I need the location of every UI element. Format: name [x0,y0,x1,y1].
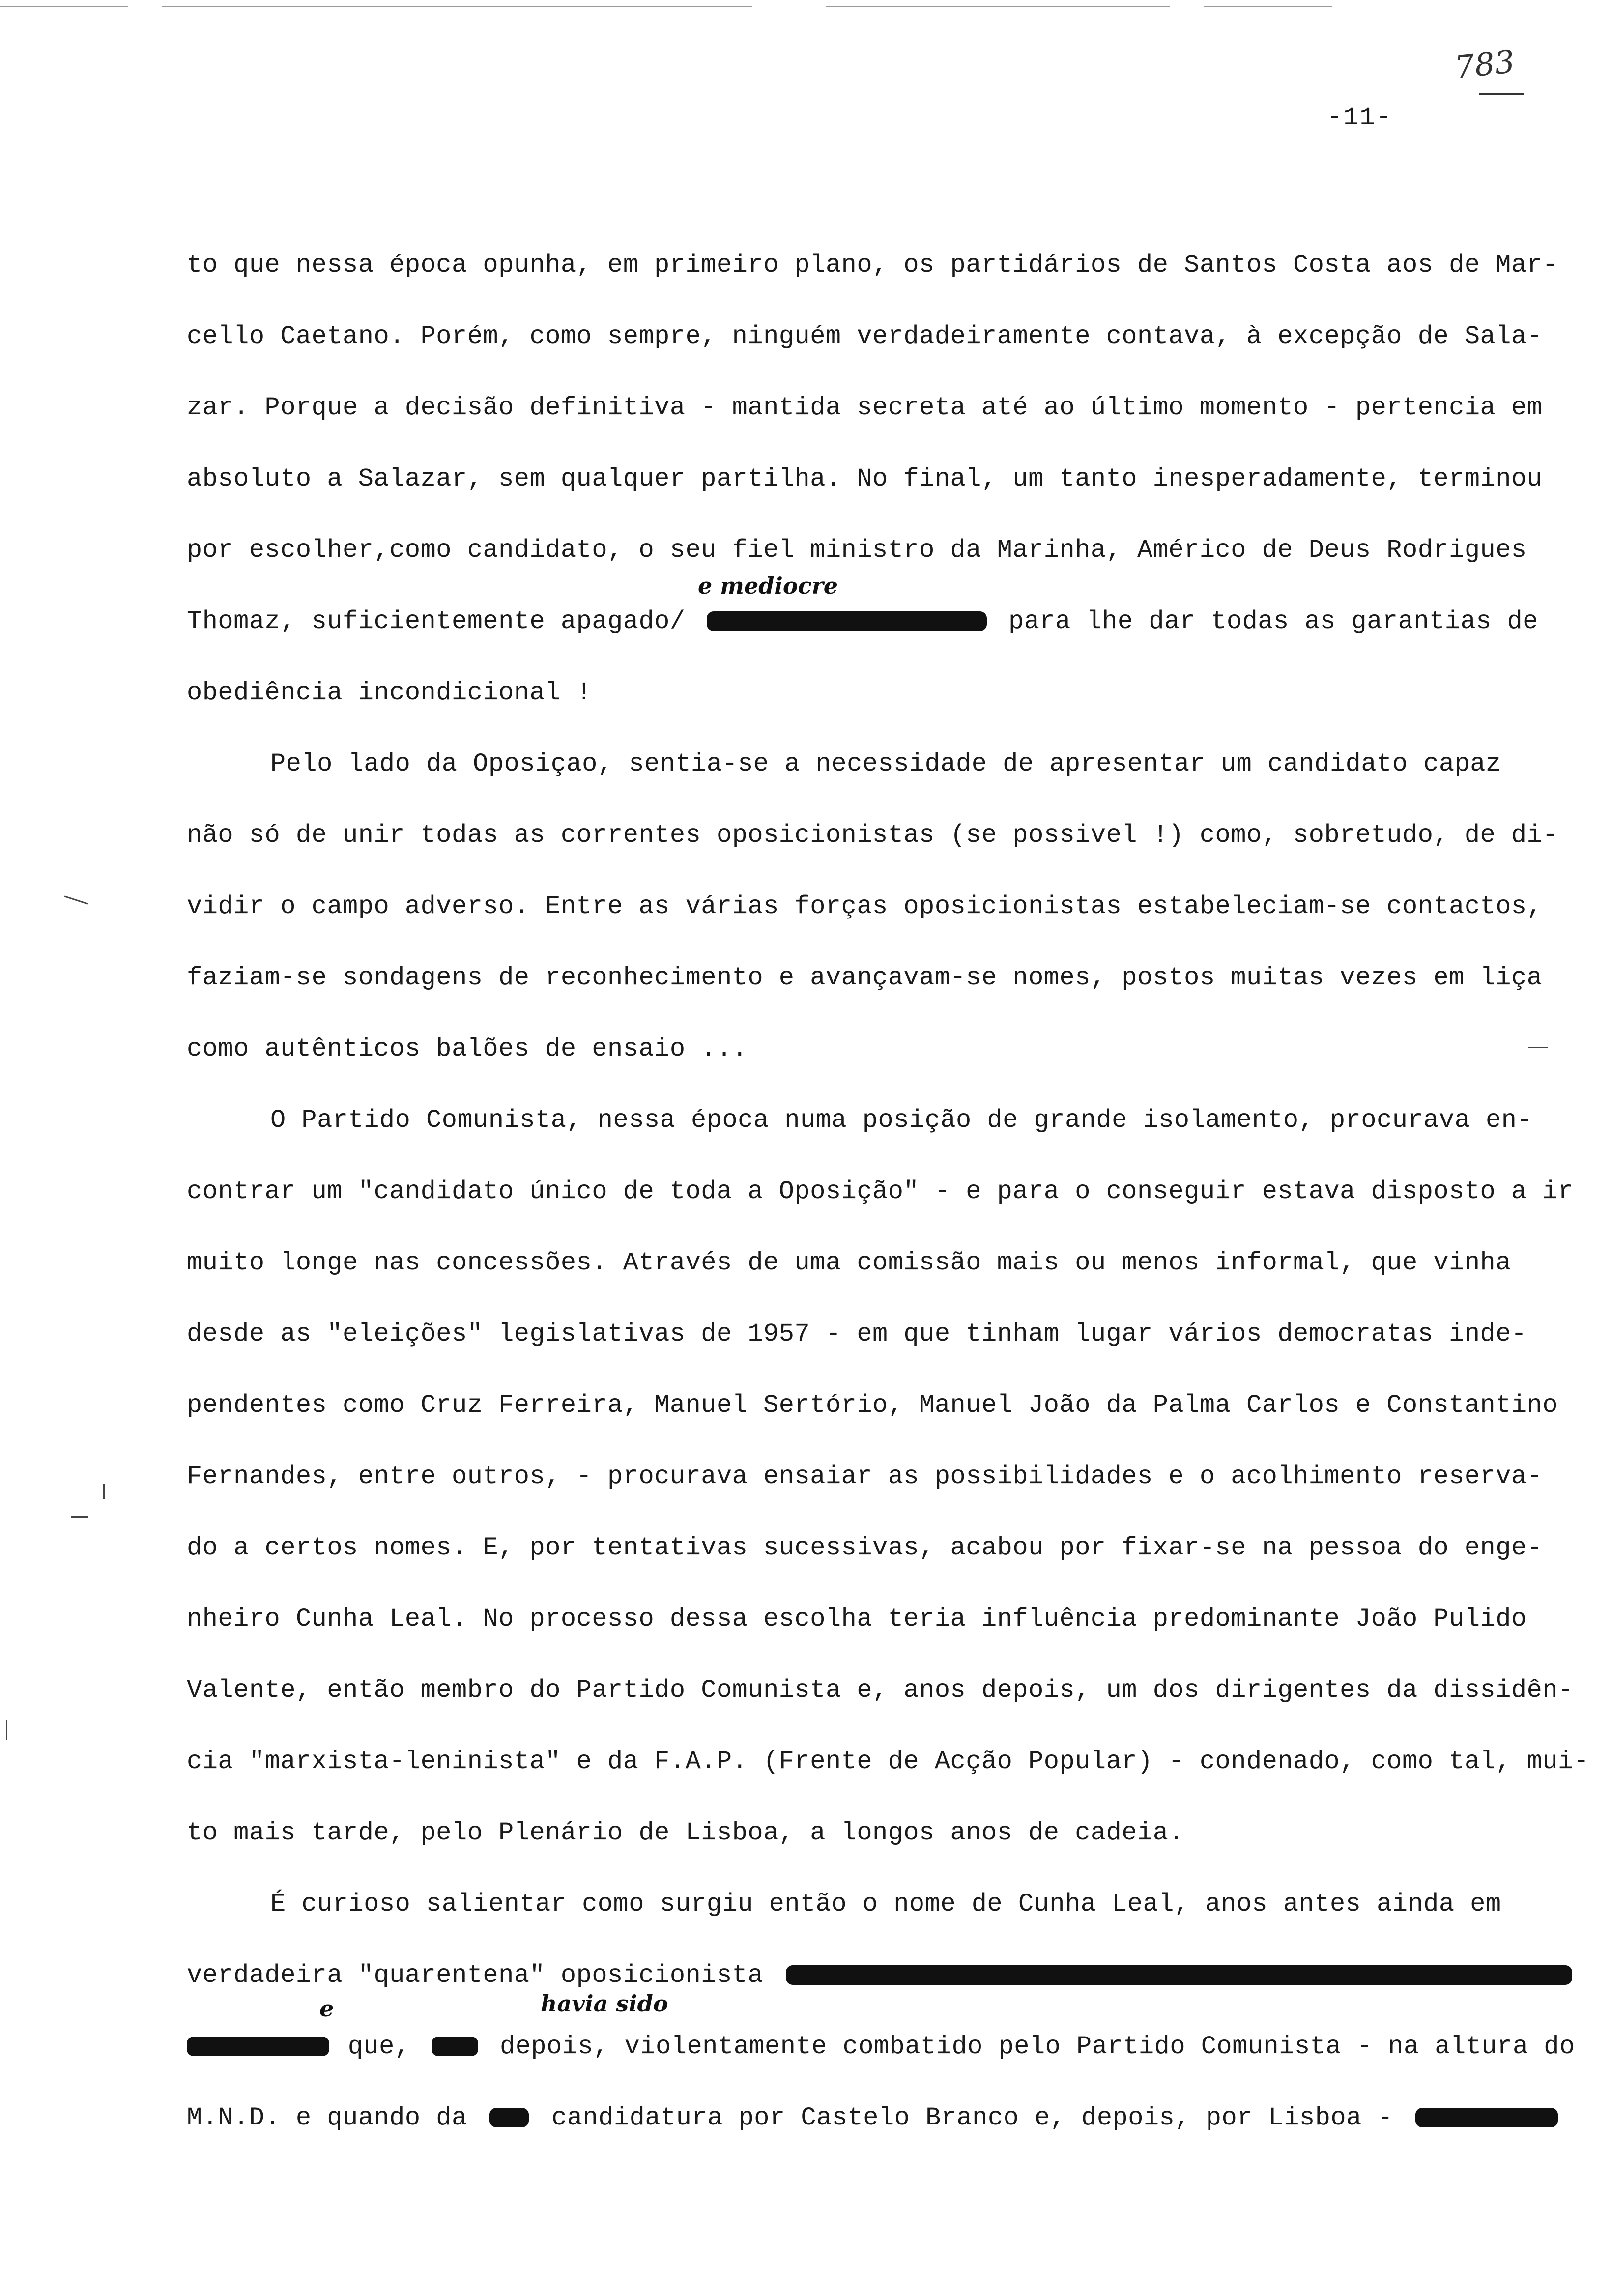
text-line: não só de unir todas as correntes oposicionistas (se possivel !) como, sobretudo, de di- [187,821,1558,850]
text-segment: verdadeira "quarentena" oposicionista [187,1961,764,1990]
text-line: obediência incondicional ! [187,678,592,707]
margin-mark [103,1484,105,1499]
text-line: Valente, então membro do Partido Comunista e, anos depois, um dos dirigentes da dissidên- [187,1676,1574,1705]
redaction-bar [432,2037,478,2056]
text-line: zar. Porque a decisão definitiva - mantida secreta até ao último momento - pertencia em [187,393,1543,422]
text-line: cia "marxista-leninista" e da F.A.P. (Frente de Acção Popular) - condenado, como tal, mui- [187,1747,1589,1776]
paragraph-start-line: O Partido Comunista, nessa época numa posição de grande isolamento, procurava en- [270,1106,1533,1135]
margin-mark [71,1516,88,1518]
text-line-with-redaction [187,607,1538,636]
handwritten-insertion: e mediocre [698,573,838,599]
text-line: muito longe nas concessões. Através de uma comissão mais ou menos informal, que vinha [187,1248,1511,1277]
text-segment: que, [347,2032,410,2061]
text-line: to que nessa época opunha, em primeiro plano, os partidários de Santos Costa aos de Mar- [187,251,1558,280]
text-line-with-redaction [187,2103,1558,2132]
margin-mark [1528,1047,1548,1048]
text-line: cello Caetano. Porém, como sempre, ninguém verdadeiramente contava, à excepção de Sala- [187,322,1543,351]
scan-edge-rule [162,6,752,7]
text-segment: violentamente combatido pelo Partido Comunista - na altura do [624,2032,1575,2061]
margin-mark [64,895,88,904]
folio-underline [1479,93,1524,95]
text-segment: candidatura por Castelo Branco e, depois, por Lisboa - [551,2103,1393,2132]
text-segment: para lhe dar todas as garantias de [1008,607,1538,636]
text-segment: M.N.D. e quando da [187,2103,467,2132]
paragraph-start-line: Pelo lado da Oposiçao, sentia-se a necessidade de apresentar um candidato capaz [270,749,1501,778]
scan-edge-rule [1204,6,1332,7]
text-segment: depois, [499,2032,609,2061]
text-line: faziam-se sondagens de reconhecimento e avançavam-se nomes, postos muitas vezes em liça [187,963,1543,992]
scan-edge-rule [826,6,1170,7]
handwritten-insertion: e [319,1995,334,2022]
page-number: -11- [1327,103,1392,132]
paragraph-start-line: É curioso salientar como surgiu então o nome de Cunha Leal, anos antes ainda em [270,1890,1501,1919]
redaction-bar [489,2108,529,2127]
text-line: desde as "eleições" legislativas de 1957 - em que tinham lugar vários democratas inde- [187,1320,1527,1349]
text-line: como autênticos balões de ensaio ... [187,1034,748,1063]
text-line: absoluto a Salazar, sem qualquer partilha. No final, um tanto inesperadamente, terminou [187,464,1543,493]
text-line: to mais tarde, pelo Plenário de Lisboa, a longos anos de cadeia. [187,1818,1184,1847]
text-line-with-redaction [187,1961,1572,1990]
redaction-bar [187,2037,329,2056]
handwritten-insertion: havia sido [541,1990,668,2017]
text-line: contrar um "candidato único de toda a Oposição" - e para o conseguir estava disposto a ir [187,1177,1574,1206]
text-line: por escolher,como candidato, o seu fiel ministro da Marinha, Américo de Deus Rodrigues [187,536,1527,565]
text-line: vidir o campo adverso. Entre as várias forças oposicionistas estabeleciam-se contactos, [187,892,1543,921]
text-line: do a certos nomes. E, por tentativas sucessivas, acabou por fixar-se na pessoa do enge- [187,1533,1543,1562]
text-line: Fernandes, entre outros, - procurava ensaiar as possibilidades e o acolhimento reserva- [187,1462,1543,1491]
text-line: nheiro Cunha Leal. No processo dessa escolha teria influência predominante João Pulido [187,1605,1527,1634]
scan-edge-rule [0,6,128,7]
text-line: pendentes como Cruz Ferreira, Manuel Sertório, Manuel João da Palma Carlos e Constantino [187,1391,1558,1420]
redaction-bar [786,1965,1572,1985]
handwritten-folio-number: 783 [1453,43,1517,86]
margin-mark [6,1720,7,1740]
text-segment: Thomaz, suficientemente apagado/ [187,607,686,636]
text-line-with-redaction [187,2032,1575,2061]
redaction-bar [707,611,987,631]
redaction-bar [1415,2108,1558,2127]
